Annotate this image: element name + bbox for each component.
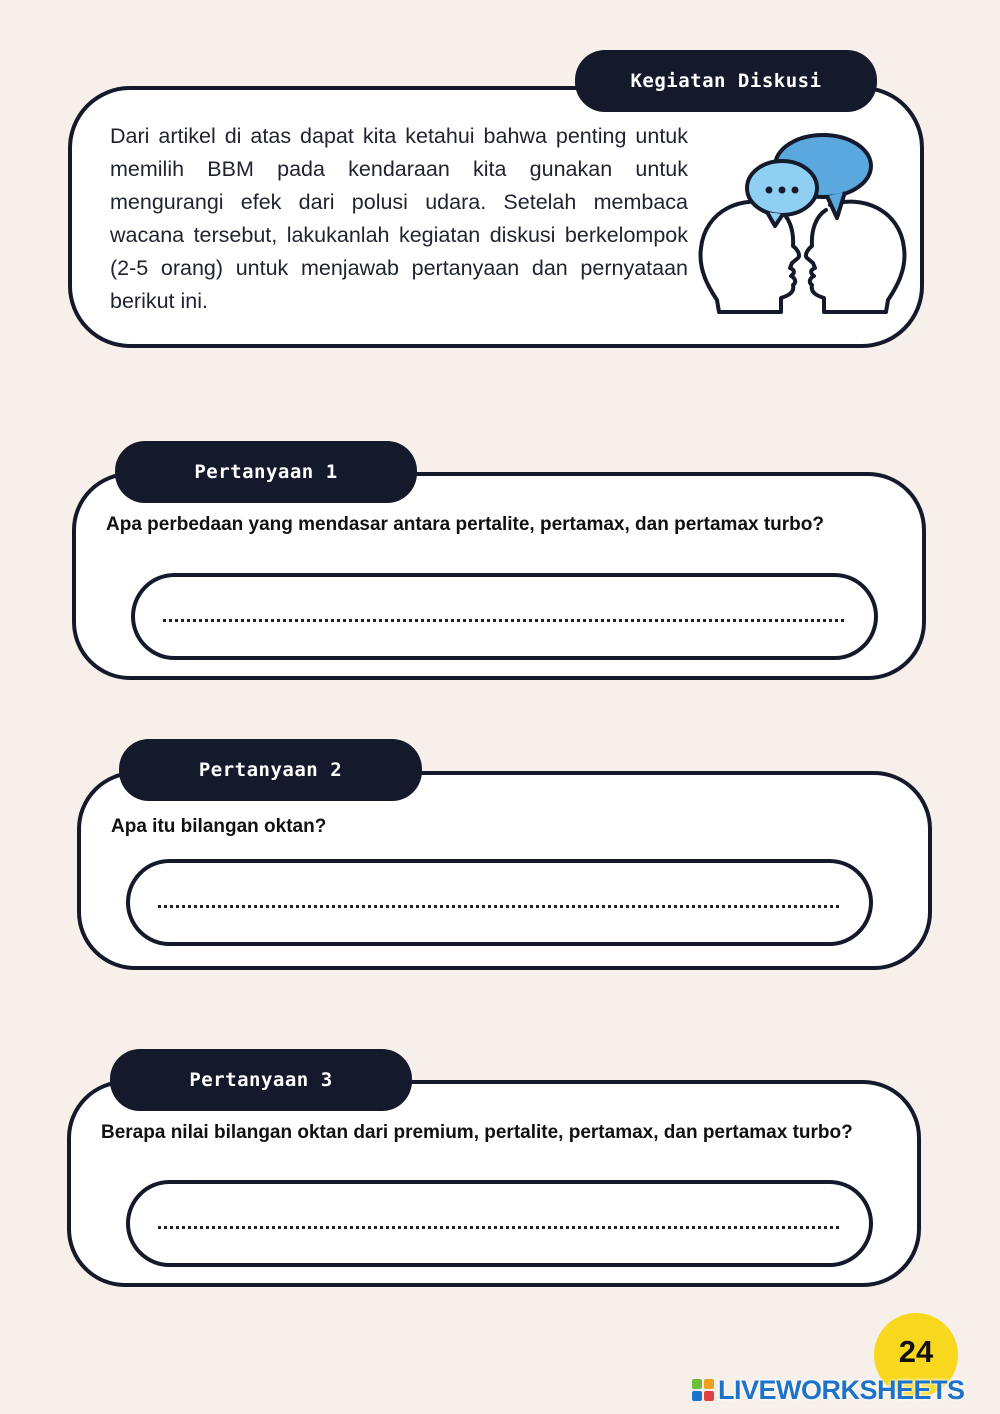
liveworksheets-brand[interactable] [692,1373,965,1407]
question-2-answer-field[interactable] [126,859,873,946]
question-3-tab: Pertanyaan 3 [110,1049,412,1111]
intro-tab: Kegiatan Diskusi [575,50,877,112]
liveworksheets-logo-icon [692,1379,714,1401]
discussion-heads-icon [695,130,910,320]
question-3-answer-field[interactable] [126,1180,873,1267]
question-3-text: Berapa nilai bilangan oktan dari premium, pertalite, pertamax, dan pertamax turbo? [101,1122,853,1143]
intro-text: Dari artikel di atas dapat kita ketahui bahwa penting untuk memilih BBM pada kendaraan kita gunakan untuk mengurangi efek dari polusi udara. Setelah membaca wacana tersebut, lakukanlah kegiatan diskusi berkelompok (2-5 orang) untuk menjawab pertanyaan dan pernyataan berikut ini. [110,124,688,313]
question-1-tab: Pertanyaan 1 [115,441,417,503]
brand-text: LIVEWORKSHEETS [718,1374,965,1405]
answer-dotted-line [158,905,839,908]
question-2-text: Apa itu bilangan oktan? [111,816,327,837]
answer-dotted-line [163,619,844,622]
question-2-tab: Pertanyaan 2 [119,739,422,801]
question-1-answer-field[interactable] [131,573,878,660]
answer-dotted-line [158,1226,839,1229]
question-1-text: Apa perbedaan yang mendasar antara pertalite, pertamax, dan pertamax turbo? [106,514,825,535]
page-number-badge: 24 [874,1313,958,1397]
